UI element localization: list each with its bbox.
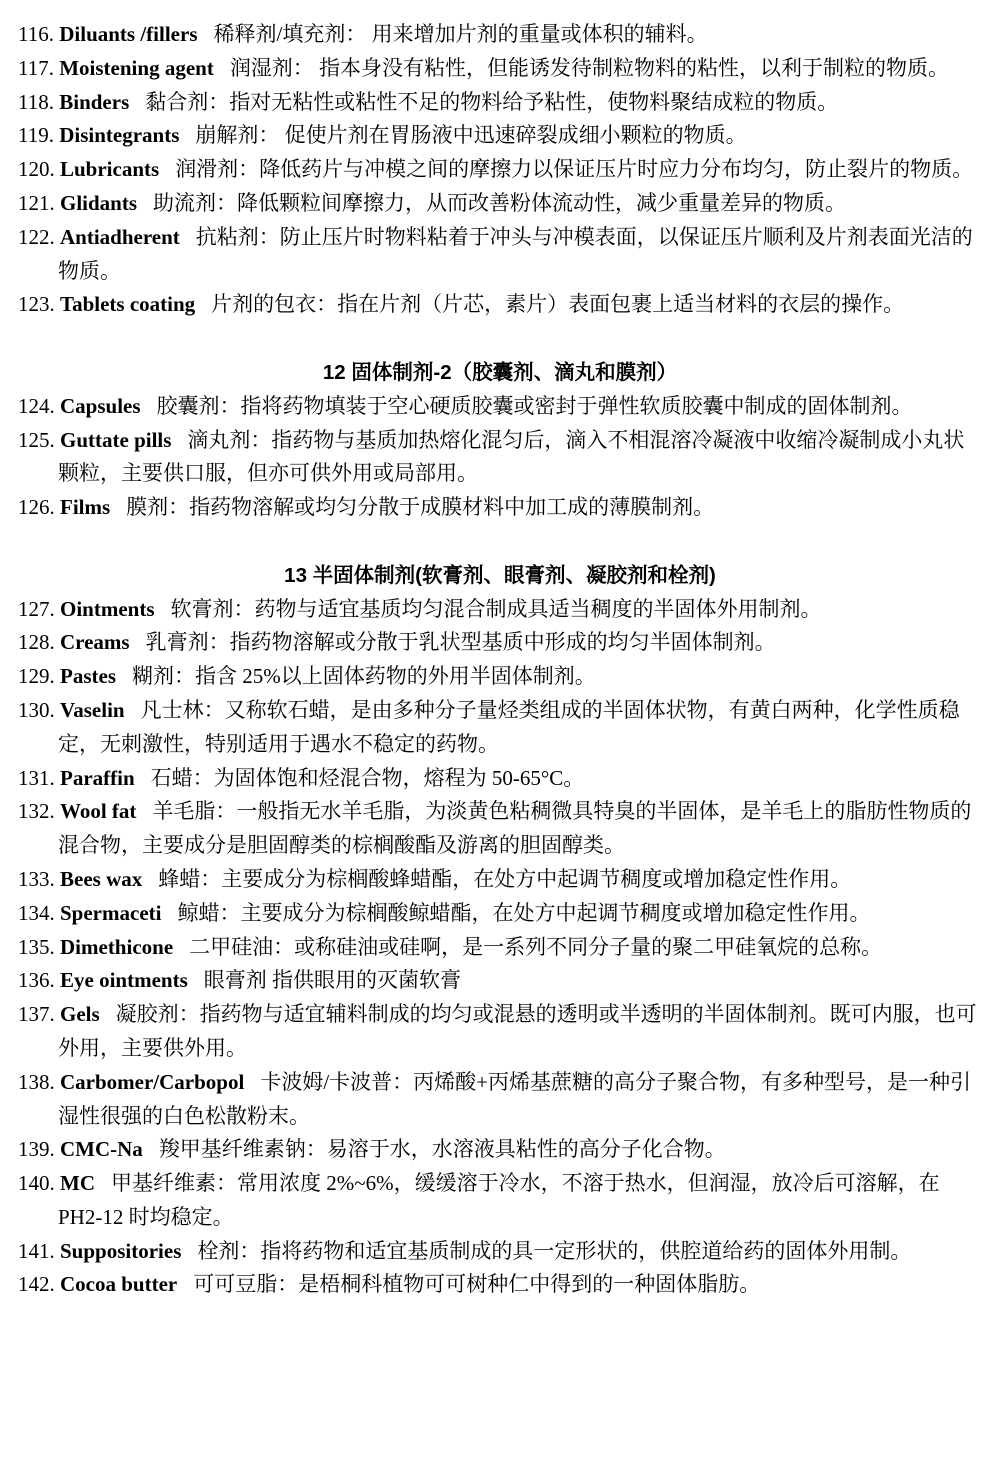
entry-definition: 崩解剂： 促使片剂在胃肠液中迅速碎裂成细小颗粒的物质。 [195,123,747,148]
glossary-entry [18,694,982,762]
glossary-entry [18,221,982,289]
entry-definition: 羊毛脂：一般指无水羊毛脂，为淡黄色粘稠微具特臭的半固体，是羊毛上的脂肪性物质的混合物，主要成分是胆固醇类的棕榈酸酯及游离的胆固醇类。 [58,799,972,858]
glossary-entry [18,1167,982,1235]
entry-term: Diluants /fillers [59,22,198,46]
section-heading: 12 固体制剂-2（胶囊剂、滴丸和膜剂） [322,360,678,384]
entry-definition: 软膏剂：药物与适宜基质均匀混合制成具适当稠度的半固体外用制剂。 [170,596,822,621]
entry-number: 127. [18,596,55,621]
entry-definition: 抗粘剂：防止压片时物料粘着于冲头与冲模表面，以保证压片顺利及片剂表面光洁的物质。 [58,224,973,283]
entry-number: 137. [18,1002,55,1027]
entry-number: 124. [18,393,55,418]
entry-number: 132. [18,799,55,824]
entry-term: Cocoa butter [60,1272,178,1297]
glossary-entry [18,931,982,965]
glossary-entry [18,119,982,153]
section-heading: 13 半固体制剂(软膏剂、眼膏剂、凝胶剂和栓剂) [284,563,716,587]
entry-term: Ointments [60,596,155,621]
entry-number: 129. [18,664,55,689]
entry-number: 125. [18,427,55,452]
entry-term: Lubricants [60,157,160,182]
entry-number: 120. [18,157,55,182]
glossary-entry [18,762,982,796]
entry-number: 122. [18,224,55,249]
entry-definition: 蜂蜡：主要成分为棕榈酸蜂蜡酯，在处方中起调节稠度或增加稳定性作用。 [158,866,852,891]
entry-number: 142. [18,1272,55,1297]
entry-definition: 可可豆脂：是梧桐科植物可可树种仁中得到的一种固体脂肪。 [193,1272,761,1297]
entry-definition: 助流剂：降低颗粒间摩擦力，从而改善粉体流动性，减少重量差异的物质。 [153,190,847,215]
entry-number: 118. [18,89,54,114]
glossary-entry [18,593,982,627]
glossary-entry [18,897,982,931]
entry-definition: 滴丸剂：指药物与基质加热熔化混匀后，滴入不相混溶冷凝液中收缩冷凝制成小丸状颗粒，主要供口服，但亦可供外用或局部用。 [58,427,965,486]
entry-term: Bees wax [60,866,143,891]
glossary-entry [18,626,982,660]
glossary-entry [18,795,982,863]
entry-number: 138. [18,1069,55,1094]
glossary-entry [18,52,982,86]
entry-definition: 黏合剂：指对无粘性或粘性不足的物料给予粘性，使物料聚结成粒的物质。 [145,89,839,114]
entry-number: 116. [18,22,54,46]
entry-number: 126. [18,495,55,520]
glossary-entry [18,1268,982,1302]
glossary-entry [18,863,982,897]
entry-definition: 片剂的包衣：指在片剂（片芯，素片）表面包裹上适当材料的衣层的操作。 [211,292,905,317]
entry-term: Dimethicone [60,934,174,959]
entry-term: Glidants [60,190,138,215]
glossary-entry [18,390,982,424]
entry-term: Pastes [60,664,116,689]
entry-definition: 凝胶剂：指药物与适宜辅料制成的均匀或混悬的透明或半透明的半固体制剂。既可内服，也可外用，主要供外用。 [58,1002,977,1060]
entry-number: 140. [18,1171,55,1196]
entry-term: CMC-Na [60,1137,143,1162]
entry-definition: 稀释剂/填充剂： 用来增加片剂的重量或体积的辅料。 [213,22,708,46]
glossary-entry [18,998,982,1066]
entry-term: Moistening agent [59,55,214,80]
entry-definition: 糊剂：指含 25%以上固体药物的外用半固体制剂。 [132,664,596,689]
entry-definition: 石蜡：为固体饱和烃混合物，熔程为 50-65°C。 [150,765,585,790]
entry-number: 134. [18,900,55,925]
entry-definition: 卡波姆/卡波普：丙烯酸+丙烯基蔗糖的高分子聚合物，有多种型号，是一种引湿性很强的白色松散粉末。 [58,1069,972,1128]
entry-definition: 凡士林：又称软石蜡，是由多种分子量烃类组成的半固体状物，有黄白两种，化学性质稳定，无刺激性，特别适用于遇水不稳定的药物。 [58,697,960,756]
glossary-entry [18,1133,982,1167]
glossary-entry [18,491,982,525]
glossary-entry [18,660,982,694]
entry-term: Eye ointments [60,968,188,993]
entry-term: Creams [60,630,130,655]
entry-term: Paraffin [60,765,135,790]
entry-term: Wool fat [60,799,137,824]
entry-definition: 润湿剂： 指本身没有粘性，但能诱发待制粒物料的粘性，以利于制粒的物质。 [229,55,950,80]
entry-number: 136. [18,968,55,993]
glossary-entry [18,187,982,221]
entry-term: Binders [59,89,130,114]
entry-definition: 鲸蜡：主要成分为棕榈酸鲸蜡酯，在处方中起调节稠度或增加稳定性作用。 [177,900,871,925]
entry-definition: 甲基纤维素：常用浓度 2%~6%，缓缓溶于冷水，不溶于热水，但润湿，放冷后可溶解，在 PH2-12 时均稳定。 [58,1171,940,1229]
entry-number: 121. [18,190,55,215]
glossary-entry [18,86,982,120]
entry-term: Carbomer/Carbopol [60,1069,245,1094]
entry-term: Capsules [60,393,141,418]
glossary-entry [18,964,982,998]
entry-term: Films [60,495,111,520]
entry-number: 141. [18,1238,55,1263]
entry-number: 128. [18,630,55,655]
entry-definition: 栓剂：指将药物和适宜基质制成的具一定形状的，供腔道给药的固体外用制。 [197,1238,912,1263]
glossary-entry [18,1235,982,1269]
glossary-entry [18,1066,982,1134]
entry-definition: 乳膏剂：指药物溶解或分散于乳状型基质中形成的均匀半固体制剂。 [145,630,776,655]
entry-number: 123. [18,292,55,317]
entry-term: Spermaceti [60,900,162,925]
glossary-entry [18,153,982,187]
entry-term: Suppositories [60,1238,182,1263]
glossary-entry [18,18,982,52]
entry-term: Antiadherent [60,224,180,249]
glossary-entry [18,288,982,322]
entry-definition: 眼膏剂 指供眼用的灭菌软膏 [203,968,461,993]
entry-term: Guttate pills [60,427,172,452]
entry-definition: 膜剂：指药物溶解或均匀分散于成膜材料中加工成的薄膜制剂。 [126,495,715,520]
entry-definition: 二甲硅油：或称硅油或硅啊，是一系列不同分子量的聚二甲硅氧烷的总称。 [189,934,883,959]
entry-number: 133. [18,866,55,891]
entry-number: 135. [18,934,55,959]
entry-definition: 胶囊剂：指将药物填装于空心硬质胶囊或密封于弹性软质胶囊中制成的固体制剂。 [156,393,913,418]
entry-definition: 润滑剂：降低药片与冲模之间的摩擦力以保证压片时应力分布均匀，防止裂片的物质。 [175,157,974,182]
entry-term: Tablets coating [60,292,196,317]
entry-term: Vaselin [60,697,125,722]
entry-number: 117. [18,55,54,80]
entry-term: MC [60,1171,95,1196]
entry-number: 119. [18,123,54,148]
entry-number: 131. [18,765,55,790]
entry-term: Gels [60,1002,100,1027]
entry-term: Disintegrants [59,123,180,148]
entry-number: 139. [18,1137,55,1162]
entry-definition: 羧甲基纤维素钠：易溶于水，水溶液具粘性的高分子化合物。 [158,1137,726,1162]
entry-number: 130. [18,697,55,722]
glossary-entry [18,424,982,492]
